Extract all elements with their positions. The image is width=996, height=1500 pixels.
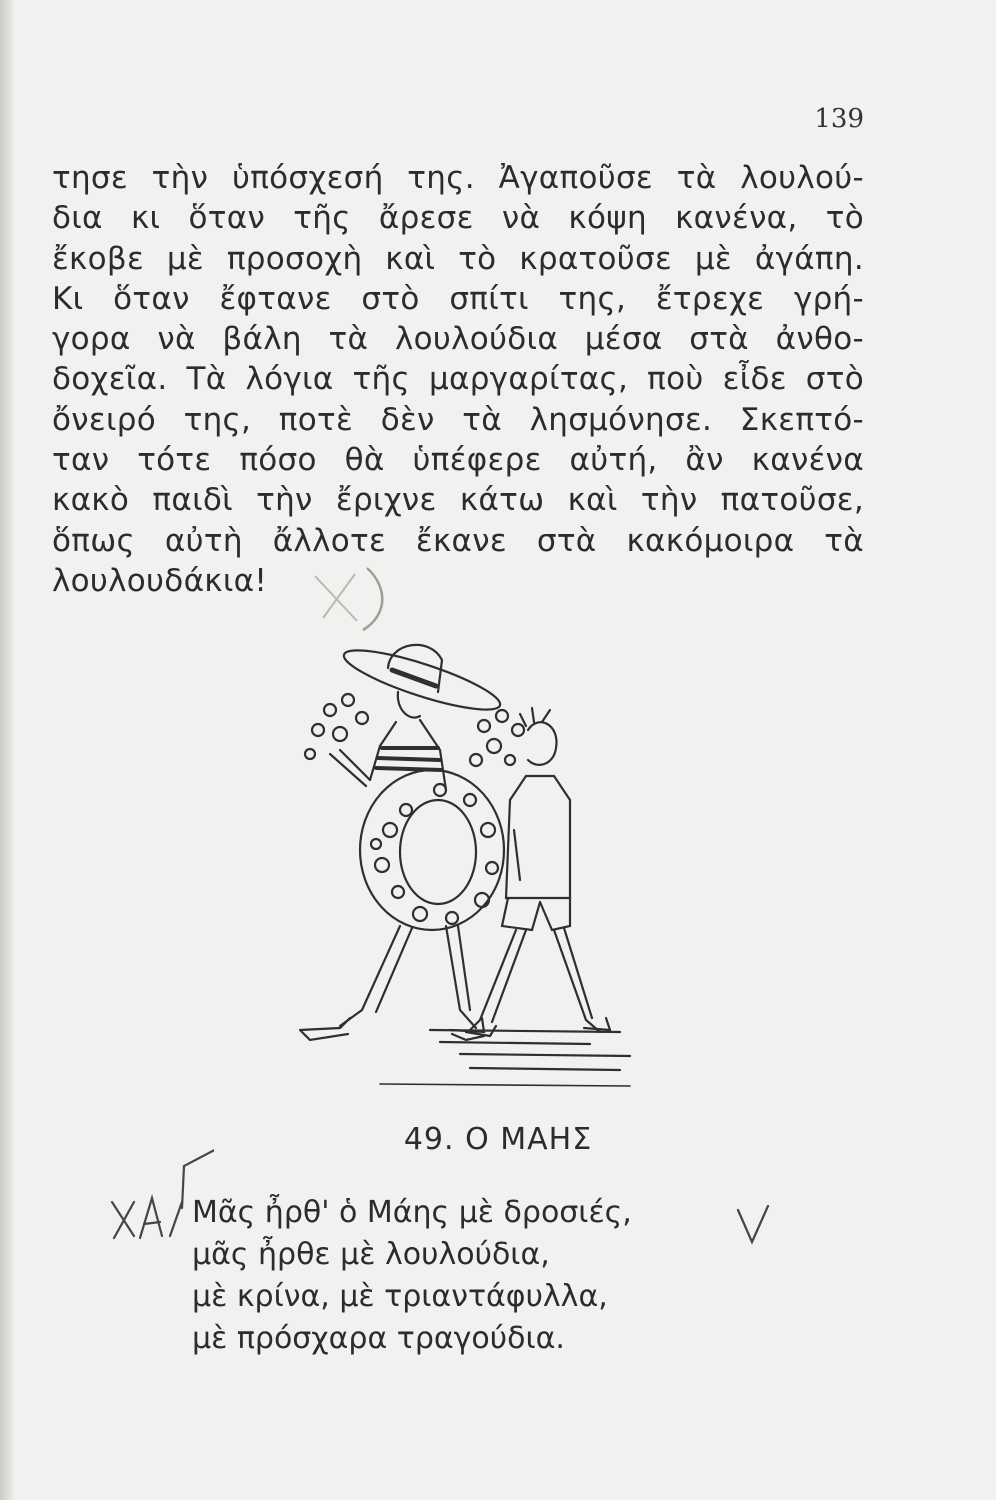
pencil-x-mark — [305, 566, 395, 636]
text-line: λουλουδάκια! — [52, 562, 268, 599]
text-line: δοχεῖα. Τὰ λόγια τῆς μαργαρίτας, ποὺ εἶδε στὸ — [52, 361, 864, 398]
page-edge — [0, 0, 14, 1500]
text-line: δια κι ὅταν τῆς ἄρεσε νὰ κόψη κανένα, τὸ — [52, 200, 864, 237]
poem-line: Μᾶς ἦρθ' ὁ Μάης μὲ δροσιές, — [192, 1195, 632, 1230]
text-line: ταν τότε πόσο θὰ ὑπέφερε αὐτή, ἂν κανένα — [52, 442, 864, 479]
page-number: 139 — [814, 104, 864, 134]
text-line: ὅπως αὐτὴ ἄλλοτε ἔκανε στὰ κακόμοιρα τὰ — [52, 522, 864, 559]
body-paragraph — [52, 158, 864, 601]
text-line: τησε τὴν ὑπόσχεσή της. Ἀγαποῦσε τὰ λουλού- — [52, 160, 864, 196]
text-line: ἔκοβε μὲ προσοχὴ καὶ τὸ κρατοῦσε μὲ ἀγάπη. — [52, 240, 864, 277]
poem-line: μᾶς ἦρθε μὲ λουλούδια, — [192, 1237, 550, 1272]
text-line: Κι ὅταν ἔφτανε στὸ σπίτι της, ἔτρεχε γρή- — [52, 280, 864, 317]
poem-line: μὲ πρόσχαρα τραγούδια. — [192, 1321, 565, 1356]
poem-title: 49. Ο ΜΑΗΣ — [403, 1122, 593, 1157]
check-mark — [734, 1204, 774, 1246]
text-line: γορα νὰ βάλη τὰ λουλούδια μέσα στὰ ἀνθο- — [52, 321, 864, 358]
text-line: κακὸ παιδὶ τὴν ἔριχνε κάτω καὶ τὴν πατοῦσε, — [52, 482, 864, 519]
poem-stanza — [192, 1192, 632, 1360]
text-line: ὄνειρό της, ποτὲ δὲν τὰ λησμόνησε. Σκεπτό- — [52, 401, 864, 438]
poem-line: μὲ κρίνα, μὲ τριαντάφυλλα, — [192, 1279, 608, 1314]
children-with-flowers-illustration — [270, 630, 650, 1100]
